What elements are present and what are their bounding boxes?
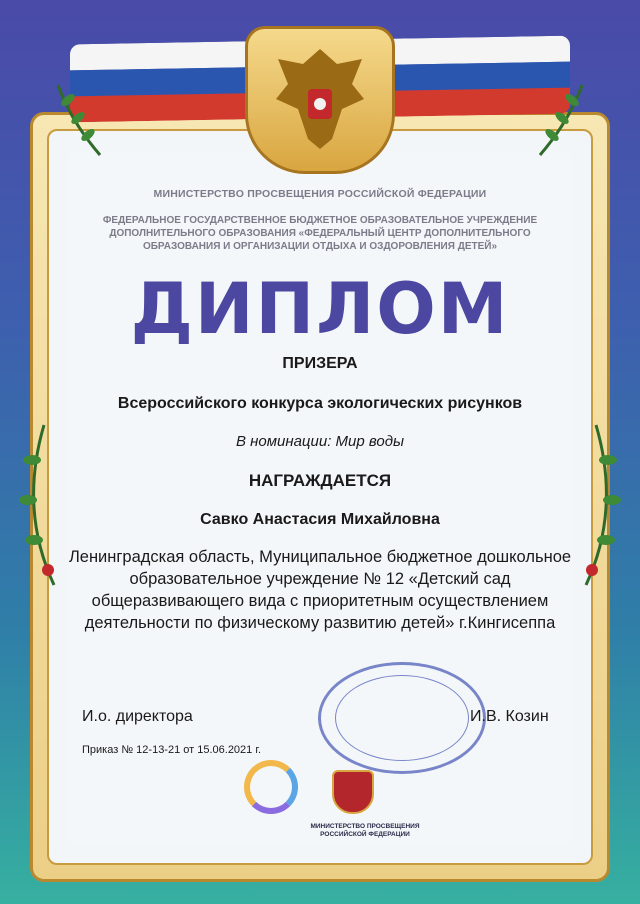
footer-ministry-label: МИНИСТЕРСТВО ПРОСВЕЩЕНИЯ РОССИЙСКОЙ ФЕДЕРАЦИИ <box>310 823 420 838</box>
center-logo-icon <box>244 760 298 814</box>
ministry-header: МИНИСТЕРСТВО ПРОСВЕЩЕНИЯ РОССИЙСКОЙ ФЕДЕРАЦИИ <box>153 188 487 200</box>
diploma-subtitle: ПРИЗЕРА <box>282 355 358 372</box>
paper-background <box>69 151 571 843</box>
contest-name: Всероссийского конкурса экологических рисунков <box>117 395 523 412</box>
recipient-name: Савко Анастасия Михайловна <box>200 511 440 528</box>
order-number: Приказ № 12-13-21 от 15.06.2021 г. <box>82 744 262 756</box>
laurel-branch-icon <box>50 80 110 160</box>
round-stamp-icon <box>318 662 486 774</box>
diploma-title: ДИПЛОМ <box>130 268 510 350</box>
double-headed-eagle-icon <box>245 26 395 174</box>
federal-center-header: ФЕДЕРАЛЬНОЕ ГОСУДАРСТВЕННОЕ БЮДЖЕТНОЕ ОБРАЗОВАТЕЛЬНОЕ УЧРЕЖДЕНИЕ ДОПОЛНИТЕЛЬНОГО ОБРАЗОВАНИЯ «ФЕДЕРАЛЬНЫЙ ЦЕНТР ДОПОЛНИТЕЛЬНОГО ОБРАЗОВАНИЯ И ОРГАНИЗАЦИИ ОТДЫХА И ОЗДОРОВЛЕНИЯ ДЕТЕЙ» <box>102 215 538 252</box>
nomination: В номинации: Мир воды <box>235 433 405 450</box>
ministry-emblem-icon <box>332 770 374 814</box>
awarded-heading: НАГРАЖДАЕТСЯ <box>248 471 392 490</box>
signature-role: И.о. директора <box>82 708 193 725</box>
laurel-branch-icon <box>530 80 590 160</box>
organization-text: Ленинградская область, Муниципальное бюджетное дошкольное образовательное учреждение № 12 «Детский сад общеразвивающего вида с приоритетным осуществлением деятельности по физическому развитию детей» г.Кингисеппа <box>68 548 572 632</box>
signature-name: И.В. Козин <box>470 708 549 725</box>
